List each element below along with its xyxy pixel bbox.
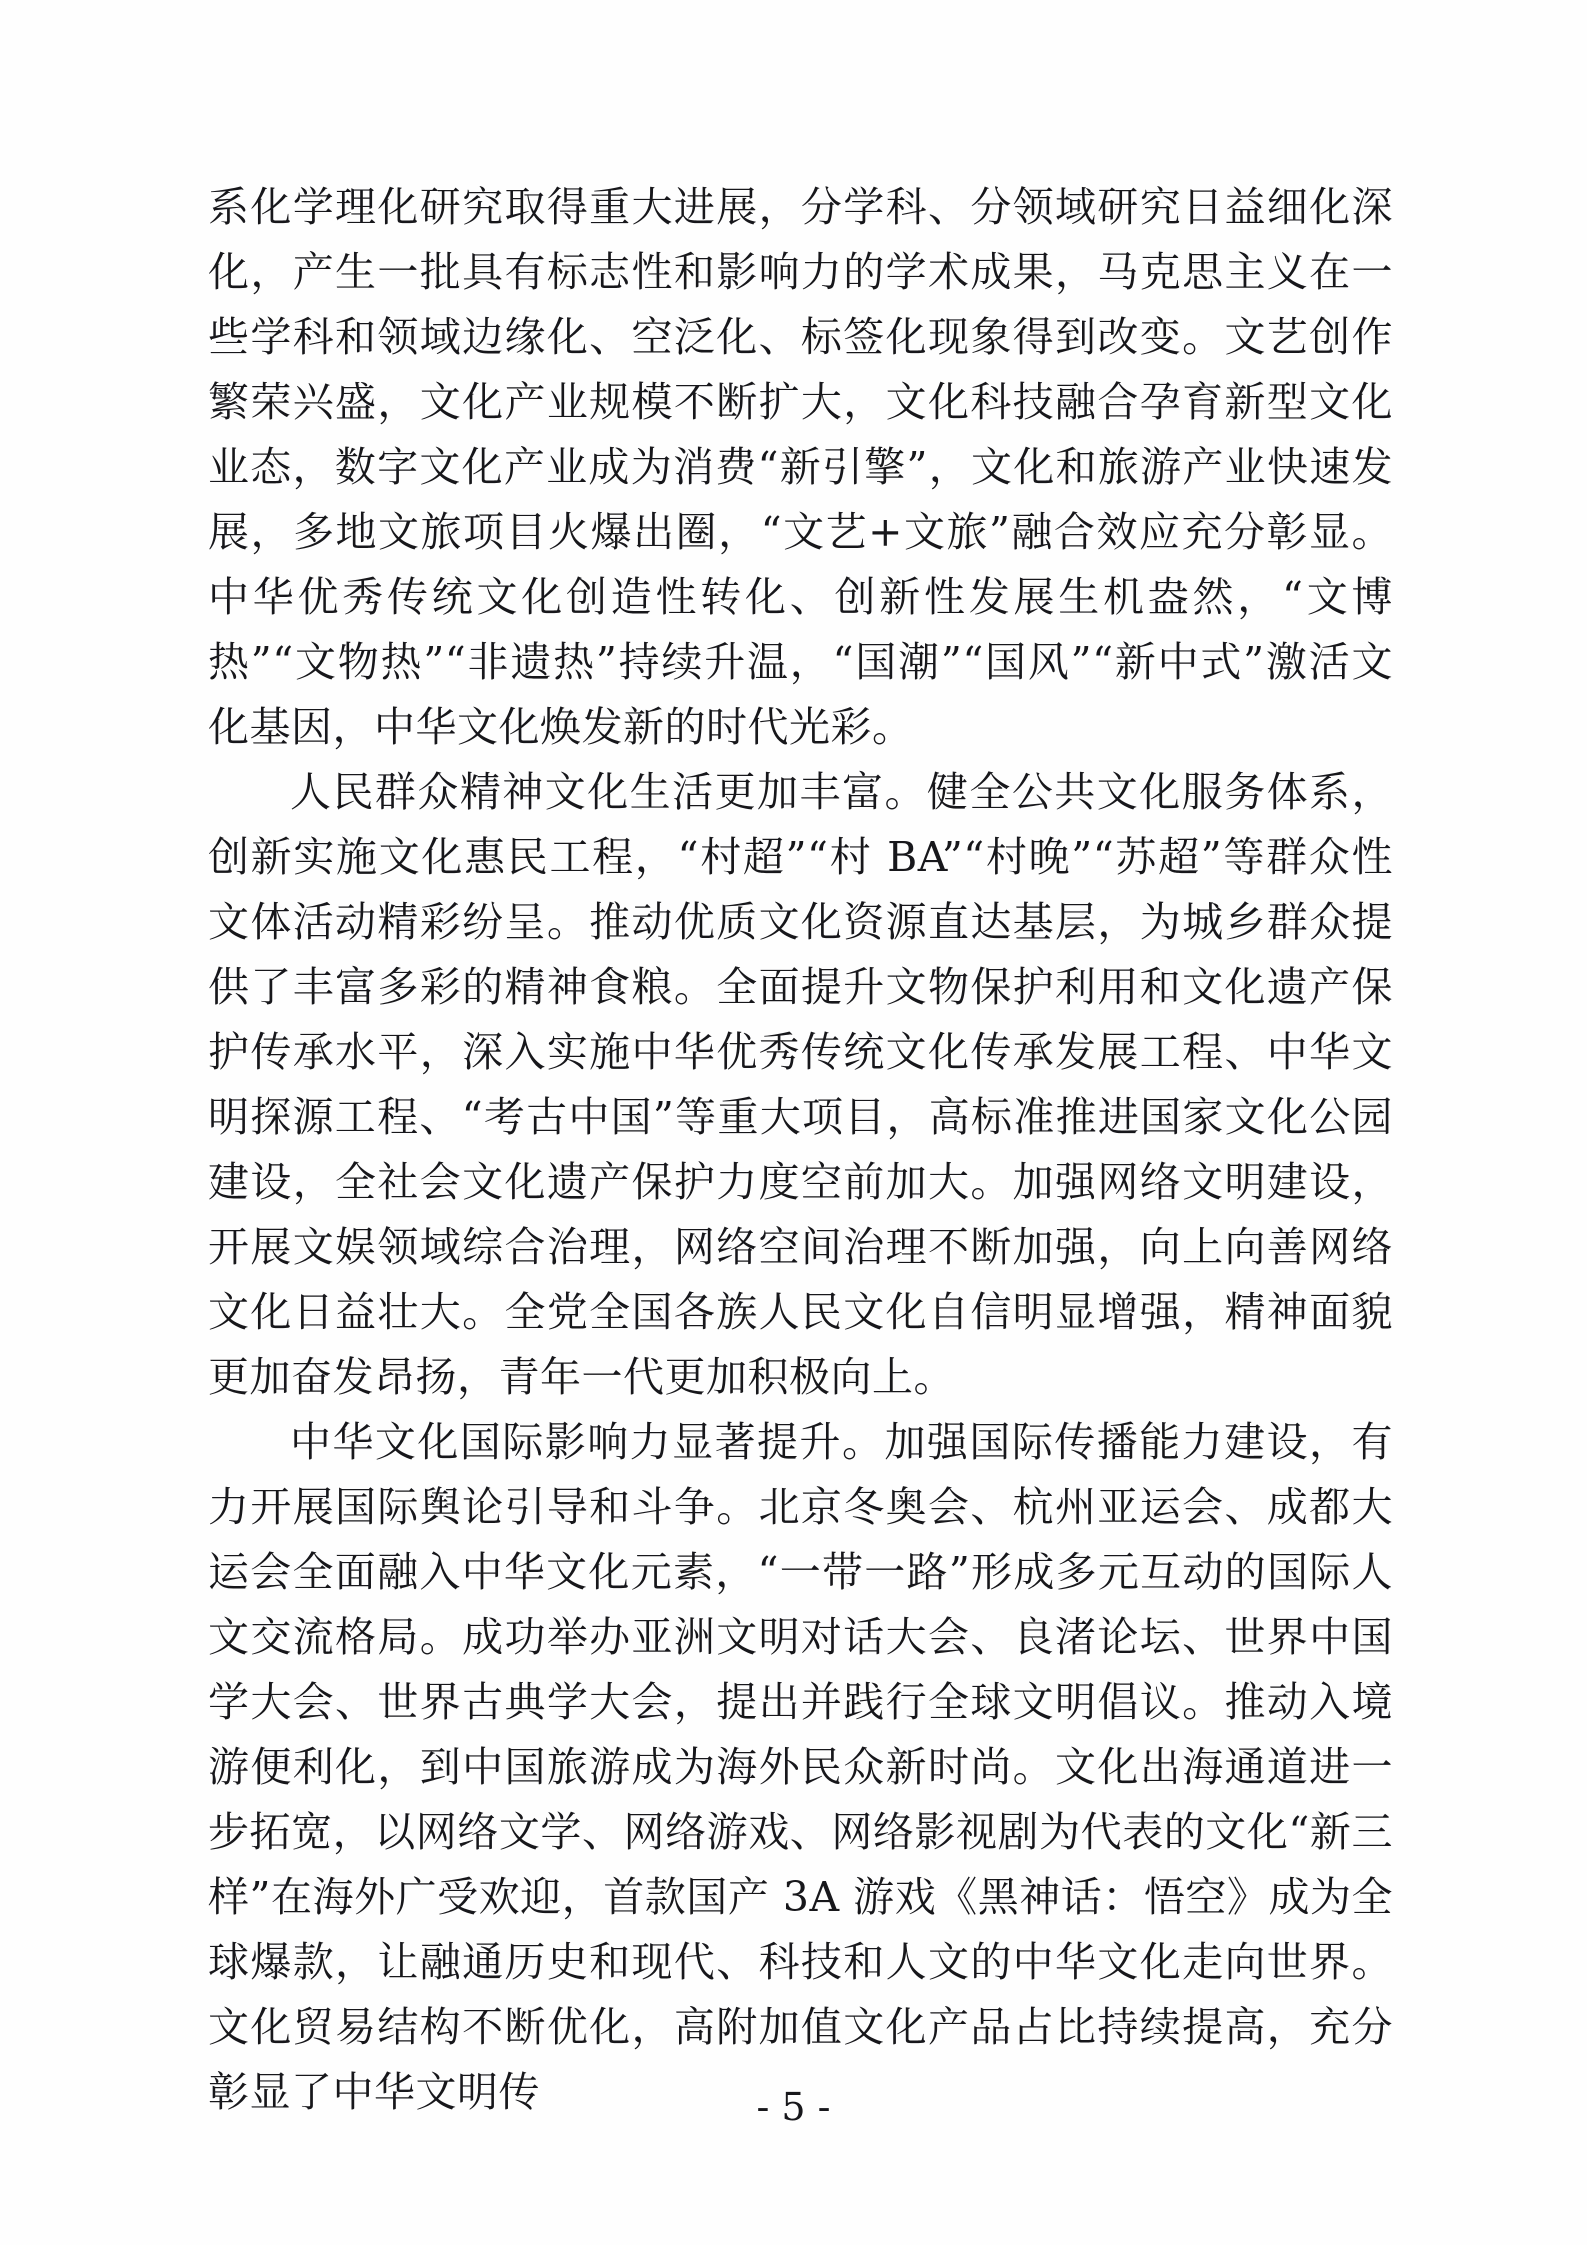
paragraph-1: 系化学理化研究取得重大进展，分学科、分领域研究日益细化深化，产生一批具有标志性和影响力的学术成果，马克思主义在一些学科和领域边缘化、空泛化、标签化现象得到改变。文艺创作繁荣兴盛，文化产业规模不断扩大，文化科技融合孕育新型文化业态，数字文化产业成为消费“新引擎”，文化和旅游产业快速发展，多地文旅项目火爆出圈，“文艺+文旅”融合效应充分彰显。中华优秀传统文化创造性转化、创新性发展生机盎然，“文博热”“文物热”“非遗热”持续升温，“国潮”“国风”“新中式”激活文化基因，中华文化焕发新的时代光彩。 xyxy=(208,183,1393,751)
paragraph-2: 人民群众精神文化生活更加丰富。健全公共文化服务体系，创新实施文化惠民工程，“村超”“村 BA”“村晚”“苏超”等群众性文体活动精彩纷呈。推动优质文化资源直达基层，为城乡群众提供了丰富多彩的精神食粮。全面提升文物保护利用和文化遗产保护传承水平，深入实施中华优秀传统文化传承发展工程、中华文明探源工程、“考古中国”等重大项目，高标准推进国家文化公园建设，全社会文化遗产保护力度空前加大。加强网络文明建设，开展文娱领域综合治理，网络空间治理不断加强，向上向善网络文化日益壮大。全党全国各族人民文化自信明显增强，精神面貌更加奋发昂扬，青年一代更加积极向上。 xyxy=(208,768,1393,1401)
page-number: - 5 - xyxy=(756,2085,831,2129)
paragraph-3: 中华文化国际影响力显著提升。加强国际传播能力建设，有力开展国际舆论引导和斗争。北京冬奥会、杭州亚运会、成都大运会全面融入中华文化元素，“一带一路”形成多元互动的国际人文交流格局。成功举办亚洲文明对话大会、良渚论坛、世界中国学大会、世界古典学大会，提出并践行全球文明倡议。推动入境游便利化，到中国旅游成为海外民众新时尚。文化出海通道进一步拓宽，以网络文学、网络游戏、网络影视剧为代表的文化“新三样”在海外广受欢迎，首款国产 3A 游戏《黑神话：悟空》成为全球爆款，让融通历史和现代、科技和人文的中华文化走向世界。文化贸易结构不断优化，高附加值文化产品占比持续提高，充分彰显了中华文明传 xyxy=(208,1418,1393,2116)
page-body xyxy=(208,175,1393,2125)
